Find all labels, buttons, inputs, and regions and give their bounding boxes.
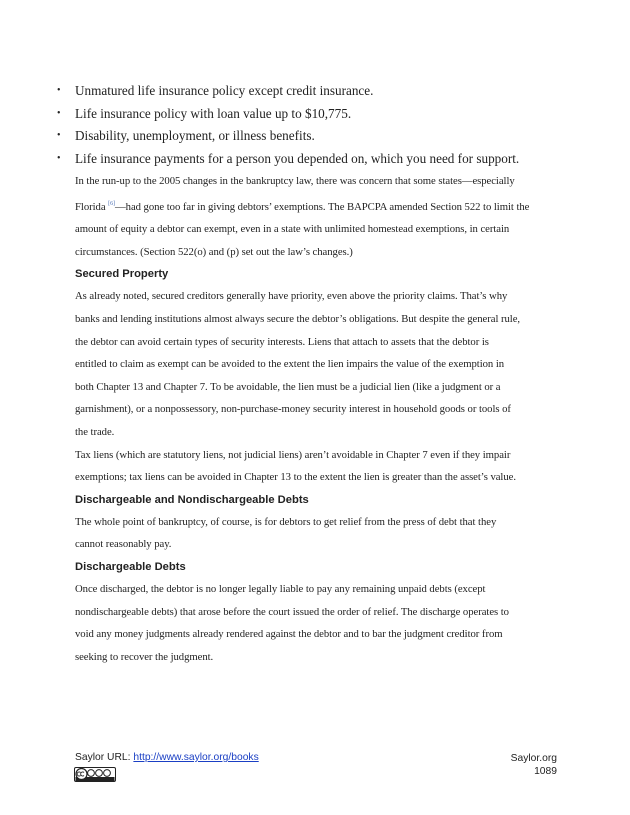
- bullet-item: • Life insurance payments for a person you depended on, which you need for support.: [55, 148, 575, 171]
- bullet-item: • Unmatured life insurance policy except credit insurance.: [55, 80, 575, 103]
- bullet-icon: •: [57, 152, 61, 164]
- paragraph-secured-property: As already noted, secured creditors generally have priority, even above the priority claims. That’s why banks and lending institutions almost always secure the debtor’s obligations. But despite the general rule, the debtor can avoid certain types of security interests. Liens that attach to assets that the debtor is entitled to claim as exempt can be avoided to the extent the lien impairs the value of the exemption in both Chapter 13 and Chapter 7. To be avoidable, the lien must be a judicial lien (like a judgment or a garnishment), or a nonpossessory, non-purchase-money security interest in household goods or tools of the trade.: [75, 290, 521, 438]
- heading-dischargeable-nondischargeable: Dischargeable and Nondischargeable Debts: [75, 493, 309, 506]
- bullet-item: • Life insurance policy with loan value up to $10,775.: [55, 103, 575, 126]
- creative-commons-license-icon: [74, 767, 116, 782]
- paragraph-point-of-bankruptcy: The whole point of bankruptcy, of course, is for debtors to get relief from the press of debt that they cannot reasonably pay.: [75, 515, 497, 551]
- footer-source: Saylor URL: http://www.saylor.org/books: [75, 752, 259, 763]
- heading-dischargeable-debts: Dischargeable Debts: [75, 560, 186, 573]
- bullet-item: • Disability, unemployment, or illness benefits.: [55, 125, 575, 148]
- saylor-books-link[interactable]: http://www.saylor.org/books: [133, 752, 259, 763]
- bullet-icon: •: [57, 107, 61, 119]
- bullet-icon: •: [57, 130, 61, 141]
- paragraph-discharge: Once discharged, the debtor is no longer legally liable to pay any remaining unpaid debts (except nondischargeable debts) that arose before the court issued the order of relief. The discharge operates to void any money judgments already rendered against the debtor and to bar the judgment creditor from seeking to recover the judgment.: [75, 582, 509, 663]
- paragraph-bapcpa: In the run-up to the 2005 changes in the bankruptcy law, there was concern that some states—especially Florida [6]—had gone too far in giving debtors’ exemptions. The BAPCPA amended Section 522 to limit the amount of equity a debtor can exempt, even in a state with unlimited homestead exemptions, in certain circumstances. (Section 522(o) and (p) set out the law’s changes.): [75, 175, 530, 258]
- body-text: [75, 170, 565, 668]
- page-number: 1089: [534, 766, 557, 777]
- paragraph-tax-liens: Tax liens (which are statutory liens, not judicial liens) aren’t avoidable in Chapter 7 even if they impair exemptions; tax liens can be avoided in Chapter 13 to the extent the lien is greater than the asset’s value.: [75, 448, 516, 484]
- heading-secured-property: Secured Property: [75, 268, 169, 281]
- footer-page-info: [511, 752, 557, 778]
- footnote-link[interactable]: [6]: [108, 200, 116, 207]
- publisher-name: Saylor.org: [510, 753, 557, 764]
- exemption-bullet-list: [55, 80, 575, 170]
- bullet-icon: •: [57, 85, 61, 96]
